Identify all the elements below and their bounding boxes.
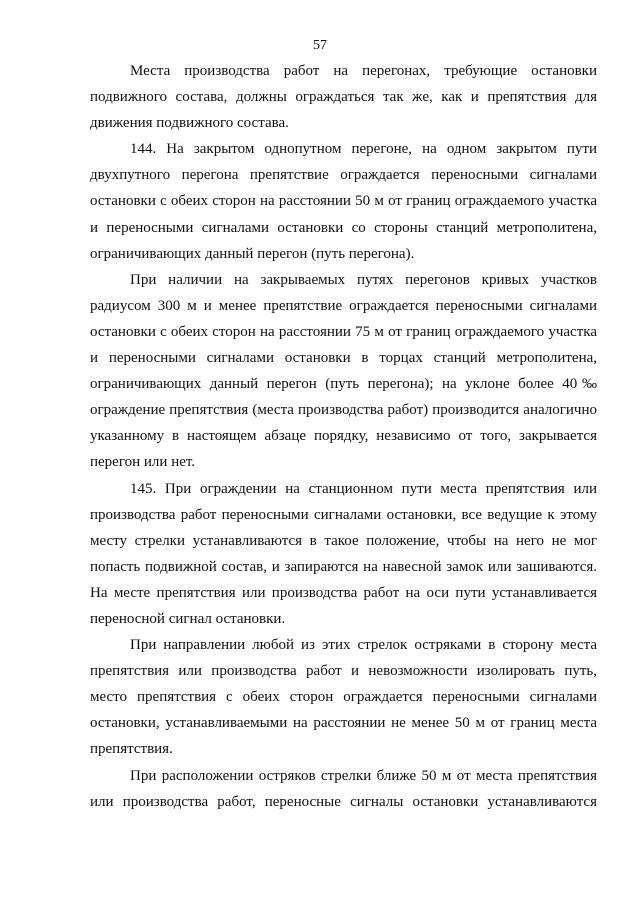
body-text xyxy=(90,58,597,815)
paragraph: При наличии на закрываемых путях перегонов кривых участков радиусом 300 м и менее препятствие ограждается переносными сигналами остановки с обеих сторон на расстоянии 75 м от границ ограждаемого участка и переносными сигналами остановки в торцах станций метрополитена, ограничивающих данный перегон (путь перегона); на уклоне более 40‰ ограждение препятствия (места производства работ) производится аналогично указанному в настоящем абзаце порядку, независимо от того, закрывается перегон или нет. xyxy=(90,271,597,471)
paragraph: При направлении любой из этих стрелок остряками в сторону места препятствия или производства работ и невозможности изолировать путь, место препятствия с обеих сторон ограждается переносными сигналами остановки, устанавливаемыми на расстоянии не менее 50 м от границ места препятствия. xyxy=(90,637,597,758)
paragraph: 144. На закрытом однопутном перегоне, на одном закрытом пути двухпутного перегона препятствие ограждается переносными сигналами остановки с обеих сторон на расстоянии 50 м от границ ограждаемого участка и переносными сигналами остановки со стороны станций метрополитена, ограничивающих данный перегон (путь перегона). xyxy=(90,141,597,262)
paragraph: Места производства работ на перегонах, требующие остановки подвижного состава, должны ограждаться так же, как и препятствия для движения подвижного состава. xyxy=(90,63,597,132)
paragraph: При расположении остряков стрелки ближе 50 м от места препятствия или производства работ, переносные сигналы остановки устанавливаются xyxy=(90,767,597,810)
paragraph: 145. При ограждении на станционном пути места препятствия или производства работ переносными сигналами остановки, все ведущие к этому месту стрелки устанавливаются в такое положение, чтобы на него не мог попасть подвижной состав, и запираются на навесной замок или зашиваются. На месте препятствия или производства работ на оси пути устанавливается переносной сигнал остановки. xyxy=(90,480,597,627)
page-number: 57 xyxy=(313,38,327,53)
